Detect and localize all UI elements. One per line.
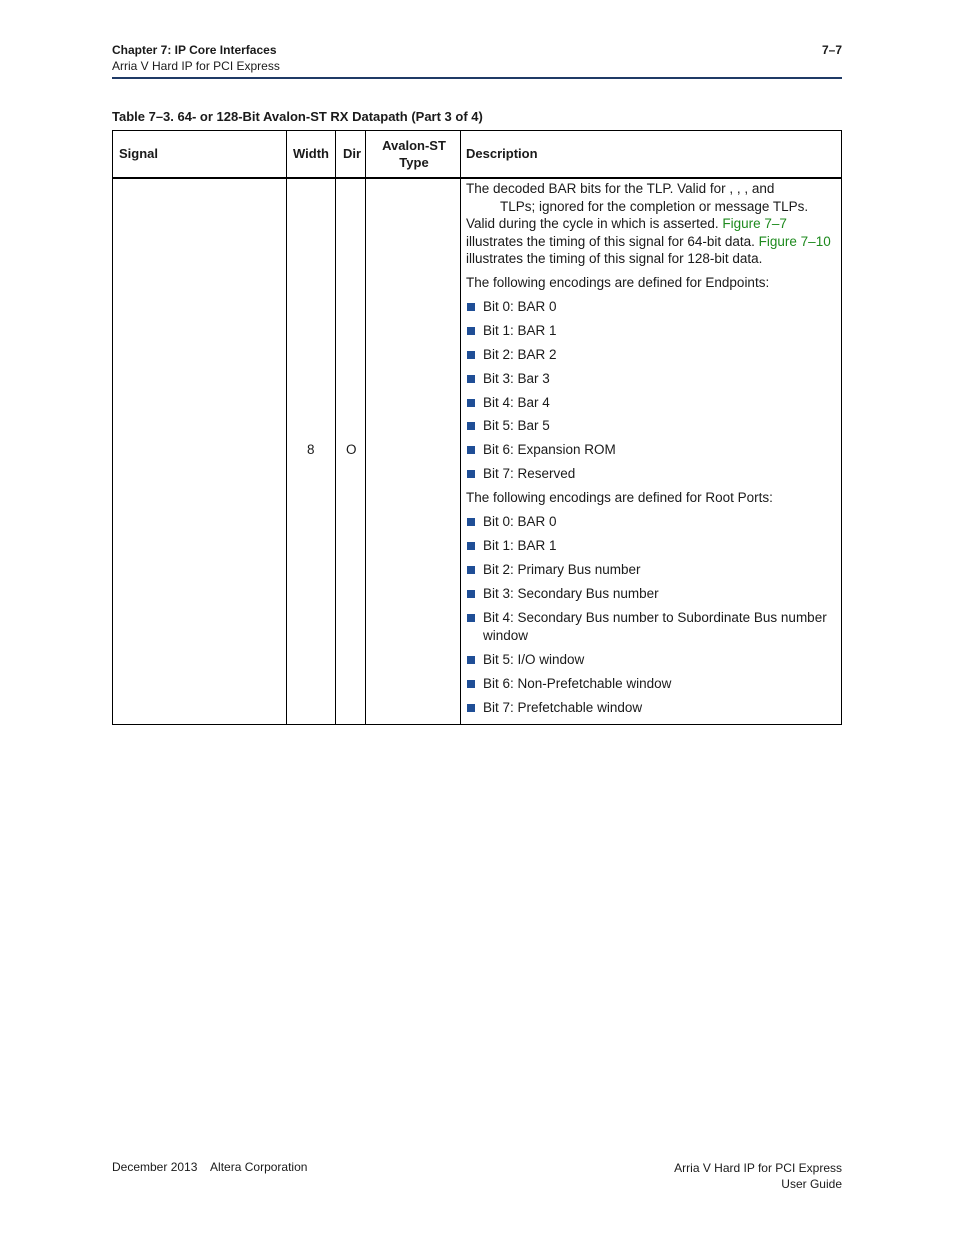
list-item: Bit 6: Expansion ROM [466,441,836,459]
header-divider [113,177,841,179]
column-header-description: Description [466,146,538,161]
column-divider [335,131,336,724]
footer-doc-title [674,1160,842,1192]
list-item: Bit 4: Secondary Bus number to Subordinate Bus number window [466,609,836,644]
bullet-icon [467,327,475,335]
description-text: TLPs; ignored for the completion or message TLPs. Valid during the cycle in which is asserted. [466,198,809,232]
column-header-dir: Dir [343,146,362,161]
column-divider [460,131,461,724]
description-text: The decoded BAR bits for the TLP. Valid for , , , and [466,181,775,196]
figure-7-7-link[interactable]: Figure 7–7 [722,216,787,232]
endpoints-intro: The following encodings are defined for Endpoints: [466,274,770,290]
table-caption: Table 7–3. 64- or 128-Bit Avalon-ST RX Datapath (Part 3 of 4) [112,109,483,124]
list-item: Bit 4: Bar 4 [466,394,836,412]
bullet-icon [467,303,475,311]
bullet-icon [467,351,475,359]
rootports-intro: The following encodings are defined for Root Ports: [466,490,773,506]
bullet-icon [467,590,475,598]
cell-width: 8 [307,442,315,457]
document-subtitle: Arria V Hard IP for PCI Express [112,59,280,73]
cell-description [466,180,836,723]
data-table [112,130,842,725]
list-item: Bit 7: Reserved [466,465,836,483]
list-item: Bit 6: Non-Prefetchable window [466,675,836,693]
page-number: 7–7 [821,43,842,57]
column-divider [286,131,287,724]
description-text: illustrates the timing of this signal for 128-bit data. [466,251,763,267]
list-item: Bit 0: BAR 0 [466,513,836,531]
list-item: Bit 5: Bar 5 [466,417,836,435]
bullet-icon [467,422,475,430]
column-header-signal: Signal [119,146,159,161]
description-paragraph [466,180,836,268]
chapter-title: Chapter 7: IP Core Interfaces [112,43,277,57]
bullet-icon [467,704,475,712]
list-item: Bit 7: Prefetchable window [466,699,836,717]
description-text: illustrates the timing of this signal for 64-bit data. [466,233,759,249]
footer-title-line: Arria V Hard IP for PCI Express [674,1161,842,1175]
bullet-icon [467,518,475,526]
figure-7-10-link[interactable]: Figure 7–10 [758,233,831,249]
list-item: Bit 5: I/O window [466,651,836,669]
list-item: Bit 1: BAR 1 [466,537,836,555]
list-item: Bit 3: Bar 3 [466,370,836,388]
footer-guide-line: User Guide [781,1177,842,1191]
bullet-icon [467,470,475,478]
column-header-width: Width [293,146,329,161]
column-header-type: Avalon-ST Type [382,138,446,170]
list-item: Bit 3: Secondary Bus number [466,585,836,603]
footer-date-company: December 2013 Altera Corporation [112,1160,308,1174]
column-divider [365,131,366,724]
bullet-icon [467,614,475,622]
bullet-icon [467,446,475,454]
rootports-list [466,513,836,716]
bullet-icon [467,399,475,407]
list-item: Bit 1: BAR 1 [466,322,836,340]
cell-dir: O [346,442,357,457]
bullet-icon [467,680,475,688]
bullet-icon [467,566,475,574]
bullet-icon [467,656,475,664]
bullet-icon [467,375,475,383]
endpoints-list [466,298,836,483]
header-rule [112,77,842,79]
list-item: Bit 0: BAR 0 [466,298,836,316]
list-item: Bit 2: Primary Bus number [466,561,836,579]
list-item: Bit 2: BAR 2 [466,346,836,364]
bullet-icon [467,542,475,550]
